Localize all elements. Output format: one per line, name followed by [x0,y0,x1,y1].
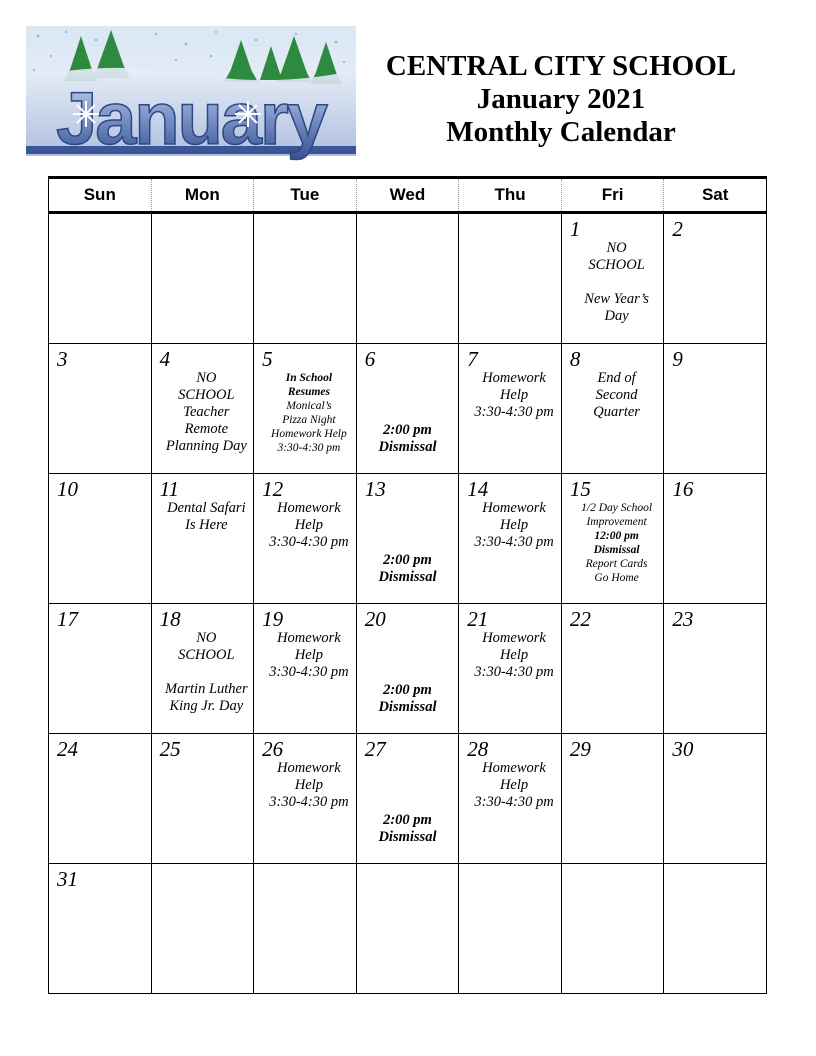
weekday-header-row [49,178,767,213]
day-events [564,370,662,421]
day-events [256,371,354,455]
event-line: Teacher [183,404,230,420]
week-row [49,734,767,864]
day-cell-14 [459,474,562,604]
event-line: 12:00 pm [594,530,639,542]
day-number: 14 [467,477,489,501]
day-events [256,630,354,681]
weekday-thu: Thu [459,178,562,213]
event-line: 3:30-4:30 pm [474,534,554,550]
early-dismissal [357,552,459,586]
event-line: Homework [277,630,341,646]
weekday-fri: Fri [561,178,664,213]
dismissal-line: 2:00 pm [383,552,432,568]
day-cell-31 [49,864,152,994]
day-cell-2 [664,213,767,344]
event-line: Go Home [594,572,639,584]
dismissal-line: 2:00 pm [383,682,432,698]
day-number: 10 [57,477,78,501]
day-number: 28 [467,737,489,761]
day-events [461,500,559,551]
day-events [564,240,662,325]
empty-day-cell [254,864,357,994]
event-line: Help [294,777,323,793]
calendar-title [356,50,766,149]
weekday-sun: Sun [49,178,152,213]
day-number: 17 [57,607,78,631]
day-events [461,630,559,681]
day-number: 27 [364,737,386,761]
day-events [256,500,354,551]
event-line: NO [606,240,627,256]
day-number: 4 [159,347,171,371]
svg-text:January: January [56,77,326,160]
day-cell-7 [459,344,562,474]
day-cell-24 [49,734,152,864]
dismissal-line: Dismissal [378,439,437,455]
day-cell-6 [356,344,459,474]
day-cell-8 [561,344,664,474]
weekday-tue: Tue [254,178,357,213]
event-line: Homework [482,370,546,386]
event-line: 3:30-4:30 pm [269,534,349,550]
empty-day-cell [151,213,254,344]
day-events [461,760,559,811]
empty-day-cell [151,864,254,994]
dismissal-line: Dismissal [378,699,437,715]
day-number: 30 [672,737,694,761]
school-name: CENTRAL CITY SCHOOL [385,50,737,82]
day-number: 13 [364,477,386,501]
day-number: 31 [57,867,78,891]
day-number: 16 [672,477,694,501]
day-cell-16 [664,474,767,604]
day-cell-19 [254,604,357,734]
weekday-mon: Mon [151,178,254,213]
event-line: End of [597,370,636,386]
event-line: Dismissal [593,544,640,556]
empty-day-cell [356,864,459,994]
early-dismissal [357,422,459,456]
event-line: Day [604,308,629,324]
day-cell-29 [561,734,664,864]
day-cell-23 [664,604,767,734]
event-line: In School [285,372,333,384]
event-line: King Jr. Day [169,698,244,714]
day-cell-5 [254,344,357,474]
week-row [49,344,767,474]
event-line: Second [595,387,638,403]
day-number: 15 [569,477,591,501]
event-line: SCHOOL [178,647,235,663]
event-line: 3:30-4:30 pm [474,794,554,810]
day-cell-20 [356,604,459,734]
event-line: 3:30-4:30 pm [474,664,554,680]
week-row [49,213,767,344]
calendar-body [49,213,767,994]
event-line: New Year’s [584,291,649,307]
day-number: 6 [364,347,376,371]
event-line: SCHOOL [178,387,235,403]
early-dismissal [357,812,459,846]
day-cell-9 [664,344,767,474]
event-line: Quarter [593,404,640,420]
day-number: 3 [57,347,68,371]
day-events [154,370,252,455]
day-events [564,501,662,585]
week-row [49,864,767,994]
day-cell-1 [561,213,664,344]
dismissal-line: 2:00 pm [383,812,432,828]
day-events [256,760,354,811]
dismissal-line: Dismissal [378,569,437,585]
event-line: Homework [277,500,341,516]
day-number: 26 [262,737,284,761]
day-cell-12 [254,474,357,604]
week-row [49,604,767,734]
event-line: Homework [482,500,546,516]
day-number: 8 [569,347,581,371]
event-line: Improvement [586,516,647,528]
day-number: 12 [262,477,284,501]
day-cell-30 [664,734,767,864]
calendar-subtitle: Monthly Calendar [446,116,676,148]
day-cell-21 [459,604,562,734]
event-line: NO [196,370,217,386]
day-cell-13 [356,474,459,604]
month-year: January 2021 [476,83,646,115]
event-line: Homework [482,760,546,776]
day-cell-10 [49,474,152,604]
event-line: Help [499,647,529,663]
event-line: Planning Day [165,438,247,454]
day-cell-18 [151,604,254,734]
event-line: NO [196,630,217,646]
day-number: 24 [57,737,78,761]
empty-day-cell [459,213,562,344]
event-line: Homework Help [271,428,347,440]
empty-day-cell [49,213,152,344]
empty-day-cell [664,864,767,994]
day-number: 1 [569,217,581,241]
day-number: 23 [672,607,694,631]
day-cell-3 [49,344,152,474]
event-line: Report Cards [585,558,648,570]
event-line: Monical’s [286,400,332,412]
event-line [572,274,662,291]
event-line: Martin Luther [165,681,248,697]
empty-day-cell [254,213,357,344]
day-number: 5 [262,347,273,371]
event-line: SCHOOL [588,257,645,273]
event-line: Help [294,647,323,663]
event-line: Homework [482,630,546,646]
event-line: 3:30-4:30 pm [269,794,349,810]
day-cell-11 [151,474,254,604]
day-number: 22 [569,607,591,631]
day-number: 29 [569,737,591,761]
event-line [162,664,252,681]
event-line: Help [499,387,529,403]
event-line: Homework [277,760,341,776]
day-cell-26 [254,734,357,864]
day-number: 25 [159,737,181,761]
month-calendar [48,176,767,994]
event-line: Resumes [287,386,330,398]
day-number: 9 [672,347,683,371]
day-number: 11 [159,477,180,501]
empty-day-cell [459,864,562,994]
dismissal-line: Dismissal [378,829,437,845]
day-number: 7 [467,347,478,371]
day-number: 20 [364,607,386,631]
empty-day-cell [356,213,459,344]
day-cell-15 [561,474,664,604]
day-cell-25 [151,734,254,864]
day-cell-27 [356,734,459,864]
day-number: 19 [262,607,284,631]
empty-day-cell [561,864,664,994]
day-cell-17 [49,604,152,734]
event-line: Is Here [185,517,228,533]
weekday-sat: Sat [664,178,767,213]
day-cell-4 [151,344,254,474]
event-line: Help [499,517,529,533]
day-events [461,370,559,421]
event-line: Help [294,517,323,533]
week-row [49,474,767,604]
day-cell-28 [459,734,562,864]
weekday-wed: Wed [356,178,459,213]
event-line: 3:30-4:30 pm [269,664,349,680]
event-line: Help [499,777,529,793]
early-dismissal [357,682,459,716]
event-line: 3:30-4:30 pm [474,404,554,420]
day-events [154,630,252,715]
event-line: Pizza Night [282,414,336,426]
dismissal-line: 2:00 pm [383,422,432,438]
day-cell-22 [561,604,664,734]
day-number: 2 [672,217,683,241]
event-line: Dental Safari [167,500,246,516]
day-number: 21 [467,607,489,631]
day-number: 18 [159,607,181,631]
event-line: 3:30-4:30 pm [277,442,341,454]
january-banner [26,26,356,168]
event-line: 1/2 Day School [581,502,653,514]
day-events [154,500,252,534]
event-line: Remote [184,421,229,437]
